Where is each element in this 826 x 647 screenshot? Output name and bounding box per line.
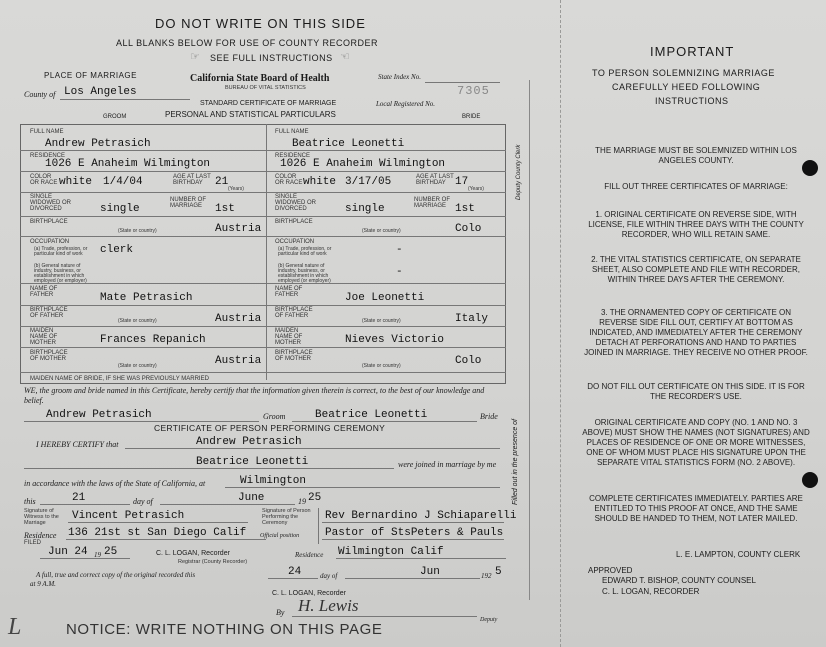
bride-color: white	[303, 176, 337, 188]
residence-two: Wilmington Calif	[338, 546, 444, 558]
bride-years-label: (Years)	[468, 186, 484, 192]
witness-label: Signature of Witness to the Marriage	[24, 508, 59, 526]
instruction-three: 3. THE ORNAMENTED COPY OF CERTIFICATE ON REVERSE SIDE FILL OUT, CERTIFY AT BOTTOM AS INDICATED, AND IMMEDIATELY AFTER THE CEREMONY DETACH AT PERFORATIONS AND HAND TO PARTIES JOINED IN MARRIAGE. THEY RECEIVE NO OTHER PROOF.	[584, 308, 808, 357]
groom-full-name: Andrew Petrasich	[45, 138, 151, 150]
performer-signature: Rev Bernardino J Schiaparelli	[325, 510, 517, 522]
ceremony-year: 25	[308, 492, 322, 504]
bride-full-name-label: FULL NAME	[275, 129, 309, 135]
filed-date: Jun 24	[48, 546, 88, 558]
recorded-year: 5	[495, 566, 502, 578]
certification-statement: WE, the groom and bride named in this Certificate, hereby certify that the information given therein is correct, to the best of our knowledge and belief.	[24, 386, 485, 405]
filed-label: FILED	[24, 540, 42, 546]
bride-word: Bride	[480, 412, 498, 421]
groom-birthplace-hint: (State or country)	[118, 228, 157, 234]
accordance-label: in accordance with the laws of the State of California, at	[24, 479, 206, 488]
filed-year: 25	[104, 546, 118, 558]
important-heading: IMPORTANT	[650, 44, 735, 59]
carefully-heading: CAREFULLY HEED FOLLOWING	[612, 82, 761, 92]
this-label: this	[24, 497, 36, 506]
bride-birthdate: 3/17/05	[345, 176, 392, 188]
recorded-time: at 9 A.M.	[30, 580, 56, 588]
groom-years-label: (Years)	[228, 186, 244, 192]
bride-color-label: COLOR OR RACE	[275, 174, 303, 186]
groom-single-label: SINGLE WIDOWED OR DIVORCED	[30, 194, 71, 212]
recorded-day-of-label: day of	[320, 572, 338, 580]
bride-birthplace-label: BIRTHPLACE	[275, 219, 313, 225]
corner-mark: L	[8, 614, 22, 640]
bride-residence: 1026 E Anaheim Wilmington	[280, 158, 446, 170]
deputy-label: Deputy	[480, 617, 498, 623]
arrow-icon: ☞	[190, 51, 200, 63]
bride-mother-birthplace-hint: (State or country)	[362, 363, 401, 369]
bride-mother-birthplace-label: BIRTHPLACE OF MOTHER	[275, 350, 313, 362]
binder-hole-top	[802, 160, 818, 176]
bureau-label: BUREAU OF VITAL STATISTICS	[225, 85, 306, 91]
joined-label: were joined in marriage by me	[398, 460, 497, 469]
bride-number-label: NUMBER OF MARRIAGE	[414, 197, 450, 209]
groom-mother: Frances Repanich	[100, 334, 206, 346]
groom-mother-birthplace-label: BIRTHPLACE OF MOTHER	[30, 350, 68, 362]
groom-word: Groom	[263, 412, 286, 421]
bride-age: 17	[455, 176, 469, 188]
maiden-name-bride-label: MAIDEN NAME OF BRIDE, IF SHE WAS PREVIOUSLY MARRIED	[30, 376, 209, 382]
groom-industry-label: (b) General nature of industry, business, or establishment in which employed (or employer)	[34, 263, 87, 284]
instructions-heading: INSTRUCTIONS	[655, 96, 729, 106]
groom-marriage-number: 1st	[215, 203, 235, 215]
bride-column-label: BRIDE	[462, 114, 481, 120]
county-counsel-signoff: EDWARD T. BISHOP, COUNTY COUNSEL	[602, 576, 756, 585]
groom-father: Mate Petrasich	[100, 292, 193, 304]
hereby-certify-label: I HEREBY CERTIFY that	[36, 440, 119, 449]
groom-father-label: NAME OF FATHER	[30, 286, 58, 298]
recorder-label: C. L. LOGAN, Recorder	[156, 550, 230, 557]
groom-occupation: clerk	[100, 244, 134, 256]
groom-mother-label: MAIDEN NAME OF MOTHER	[30, 328, 58, 346]
bride-trade-label: (a) Trade, profession, or particular kind of work	[278, 246, 332, 257]
county-value: Los Angeles	[64, 86, 137, 98]
bride-father-birthplace: Italy	[455, 313, 489, 325]
to-person-heading: TO PERSON SOLEMNIZING MARRIAGE	[592, 68, 775, 78]
bride-mother: Nieves Victorio	[345, 334, 445, 346]
all-blanks-note: ALL BLANKS BELOW FOR USE OF COUNTY RECORDER	[116, 38, 379, 48]
bride-marriage-number: 1st	[455, 203, 475, 215]
fill-three-certificates: FILL OUT THREE CERTIFICATES OF MARRIAGE:	[604, 182, 788, 191]
ceremony-month: June	[238, 492, 265, 504]
bride-full-name: Beatrice Leonetti	[292, 138, 405, 150]
bride-occupation-label: OCCUPATION	[275, 239, 315, 245]
by-label: By	[276, 608, 285, 617]
bride-single-label: SINGLE WIDOWED OR DIVORCED	[275, 194, 316, 212]
groom-father-birthplace: Austria	[215, 313, 262, 325]
recorded-year-prefix: 192	[481, 572, 492, 580]
groom-father-birthplace-label: BIRTHPLACE OF FATHER	[30, 307, 68, 319]
groom-age-label: AGE AT LAST BIRTHDAY	[173, 174, 211, 186]
groom-status: single	[100, 203, 140, 215]
do-not-write-heading: DO NOT WRITE ON THIS SIDE	[155, 16, 366, 31]
bride-father-birthplace-label: BIRTHPLACE OF FATHER	[275, 307, 313, 319]
groom-occupation-label: OCCUPATION	[30, 239, 70, 245]
year-prefix: 19	[298, 497, 306, 506]
instruction-two: 2. THE VITAL STATISTICS CERTIFICATE, ON SEPARATE SHEET, ALSO COMPLETE AND FILE WITH RECORDER, WITHIN THREE DAYS AFTER THE CEREMONY.	[591, 255, 801, 284]
residence-two-label: Residence	[295, 551, 324, 559]
groom-residence-label: RESIDENCE	[30, 153, 66, 159]
ceremony-name-one: Andrew Petrasich	[196, 436, 302, 448]
groom-trade-label: (a) Trade, profession, or particular kind of work	[34, 246, 88, 257]
bride-mother-birthplace: Colo	[455, 355, 482, 367]
do-not-fill-note: DO NOT FILL OUT CERTIFICATE ON THIS SIDE. IT IS FOR THE RECORDER'S USE.	[587, 382, 805, 401]
filed-year-prefix: 19	[94, 551, 101, 559]
registrar-label: Registrar (County Recorder)	[178, 559, 248, 565]
deputy-county-clerk-label: Deputy County Clerk	[516, 144, 522, 200]
bride-father-label: NAME OF FATHER	[275, 286, 303, 298]
perforation-line	[560, 0, 561, 647]
performer-label: Signature of Person Performing the Ceremony	[262, 508, 311, 526]
personal-particulars-label: PERSONAL AND STATISTICAL PARTICULARS	[165, 110, 336, 119]
county-clerk-signoff: L. E. LAMPTON, COUNTY CLERK	[676, 550, 801, 559]
board-of-health-title: California State Board of Health	[190, 73, 330, 84]
bride-age-label: AGE AT LAST BIRTHDAY	[416, 174, 454, 186]
groom-mother-birthplace: Austria	[215, 355, 262, 367]
county-of-label: County of	[24, 90, 56, 99]
bride-industry-label: (b) General nature of industry, business, or establishment in which employed (or employer)	[278, 263, 331, 284]
groom-column-label: GROOM	[103, 114, 127, 120]
witness-residence-label: Residence	[24, 531, 57, 540]
bride-signature: Beatrice Leonetti	[315, 409, 428, 421]
standard-certificate-label: STANDARD CERTIFICATE OF MARRIAGE	[200, 100, 337, 107]
bride-birthplace-hint: (State or country)	[362, 228, 401, 234]
must-be-solemnized: THE MARRIAGE MUST BE SOLEMNIZED WITHIN LOS ANGELES COUNTY.	[595, 146, 797, 165]
full-true-copy-label: A full, true and correct copy of the original recorded this	[36, 571, 196, 579]
bride-birthplace: Colo	[455, 223, 482, 235]
groom-color: white	[59, 176, 93, 188]
binder-hole-bottom	[802, 472, 818, 488]
approved-label: APPROVED	[588, 566, 633, 575]
ceremony-day: 21	[72, 492, 86, 504]
official-position-label: Official position	[260, 533, 300, 539]
local-registered-label: Local Registered No.	[376, 100, 436, 108]
official-position: Pastor of StsPeters & Pauls	[325, 527, 504, 539]
groom-color-label: COLOR OR RACE	[30, 174, 58, 186]
groom-father-birthplace-hint: (State or country)	[118, 318, 157, 324]
groom-residence: 1026 E Anaheim Wilmington	[45, 158, 211, 170]
groom-full-name-label: FULL NAME	[30, 129, 64, 135]
local-registered-value: 7305	[457, 84, 490, 98]
state-index-label: State Index No.	[378, 73, 421, 81]
bride-father-birthplace-hint: (State or country)	[362, 318, 401, 324]
form-right-border	[529, 80, 530, 600]
day-of-label: day of	[133, 497, 153, 506]
recorded-month: Jun	[420, 566, 440, 578]
groom-mother-birthplace-hint: (State or country)	[118, 363, 157, 369]
bride-occupation: -	[396, 244, 403, 256]
arrow-right-icon: ☜	[340, 51, 350, 63]
ceremony-certificate-title: CERTIFICATE OF PERSON PERFORMING CEREMONY	[154, 423, 386, 433]
groom-birthplace: Austria	[215, 223, 262, 235]
ceremony-name-two: Beatrice Leonetti	[196, 456, 309, 468]
recorded-day: 24	[288, 566, 302, 578]
witness-signature: Vincent Petrasich	[72, 510, 185, 522]
groom-birthplace-label: BIRTHPLACE	[30, 219, 68, 225]
filled-out-presence-label: Filled out in the presence of	[512, 419, 519, 505]
complete-immediately: COMPLETE CERTIFICATES IMMEDIATELY. PARTIES ARE ENTITLED TO THIS PROOF AT ONCE, AND THE SAME SHOULD BE HANDED TO THEM, NOT LATER MAILED.	[589, 494, 803, 523]
deputy-signature: H. Lewis	[298, 596, 359, 615]
bride-status: single	[345, 203, 385, 215]
recorder-bottom-label: C. L. LOGAN, Recorder	[272, 590, 346, 597]
bride-residence-label: RESIDENCE	[275, 153, 311, 159]
ceremony-place: Wilmington	[240, 475, 307, 487]
place-of-marriage-label: PLACE OF MARRIAGE	[44, 71, 137, 80]
bride-mother-label: MAIDEN NAME OF MOTHER	[275, 328, 303, 346]
witness-requirement: ORIGINAL CERTIFICATE AND COPY (NO. 1 AND NO. 3 ABOVE) MUST SHOW THE NAMES (NOT SIGNATURES) AND PLACES OF RESIDENCE OF ONE OR MORE WITNESSES, ONE OF WHOM MUST PLACE HIS SIGNATURE UPON THE SEPARATE VITAL STATISTICS FORM (NO. 2 ABOVE).	[582, 418, 810, 467]
bride-industry: -	[396, 266, 403, 278]
groom-birthdate: 1/4/04	[103, 176, 143, 188]
groom-number-label: NUMBER OF MARRIAGE	[170, 197, 206, 209]
see-full-instructions: SEE FULL INSTRUCTIONS	[210, 53, 333, 63]
recorder-signoff: C. L. LOGAN, RECORDER	[602, 587, 700, 596]
instruction-one: 1. ORIGINAL CERTIFICATE ON REVERSE SIDE, WITH LICENSE, FILE WITHIN THREE DAYS WITH THE COUNTY RECORDER, WHO WILL RETAIN SAME.	[588, 210, 804, 239]
groom-signature: Andrew Petrasich	[46, 409, 152, 421]
bride-father: Joe Leonetti	[345, 292, 425, 304]
notice-footer: NOTICE: WRITE NOTHING ON THIS PAGE	[66, 621, 383, 638]
groom-age: 21	[215, 176, 229, 188]
witness-residence: 136 21st st San Diego Calif	[68, 527, 247, 539]
